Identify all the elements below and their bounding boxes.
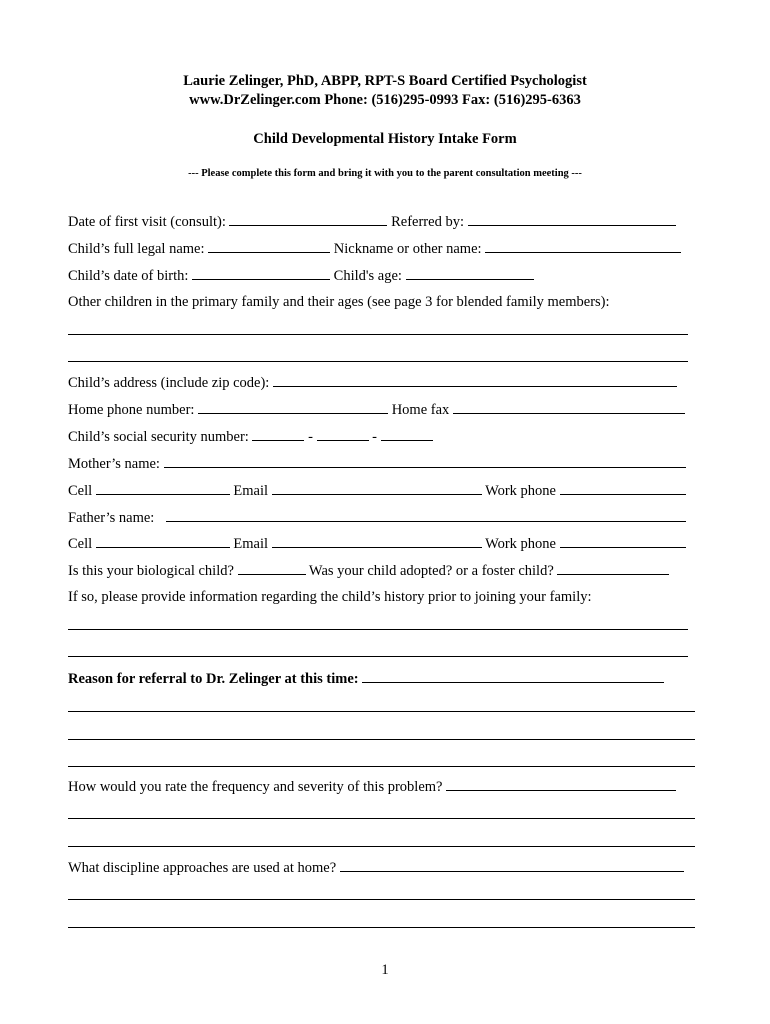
other-children-label: Other children in the primary family and their ages (see page 3 for blended family members): xyxy=(68,294,610,310)
mother-name-field[interactable] xyxy=(164,454,686,468)
reason-field-4[interactable] xyxy=(68,766,695,767)
age-label: Child's age: xyxy=(333,268,402,284)
row-rate xyxy=(68,777,676,796)
ssn-field-2[interactable] xyxy=(317,427,369,441)
history-field-2[interactable] xyxy=(68,656,688,657)
history-label: If so, please provide information regarding the child’s history prior to joining your family: xyxy=(68,589,592,605)
father-work-phone-field[interactable] xyxy=(560,534,686,548)
other-children-field-1[interactable] xyxy=(68,334,688,335)
discipline-field-3[interactable] xyxy=(68,927,695,928)
nickname-label: Nickname or other name: xyxy=(333,241,482,257)
first-visit-field[interactable] xyxy=(229,212,387,226)
biological-field[interactable] xyxy=(238,561,306,575)
dob-label: Child’s date of birth: xyxy=(68,268,189,284)
row-father-name xyxy=(68,508,686,527)
row-reason xyxy=(68,669,664,688)
father-work-phone-label: Work phone xyxy=(485,536,556,552)
header-contact-line: www.DrZelinger.com Phone: (516)295-0993 Fax: (516)295-6363 xyxy=(189,92,581,108)
reason-field-2[interactable] xyxy=(68,711,695,712)
row-home-phone xyxy=(68,400,685,419)
home-fax-field[interactable] xyxy=(453,400,685,414)
ssn-field-3[interactable] xyxy=(381,427,433,441)
page-number: 1 xyxy=(381,962,389,978)
ssn-label: Child’s social security number: xyxy=(68,429,249,445)
rate-field-2[interactable] xyxy=(68,818,695,819)
father-cell-label: Cell xyxy=(68,536,93,552)
legal-name-field[interactable] xyxy=(208,239,330,253)
row-mother-name xyxy=(68,454,686,473)
discipline-field[interactable] xyxy=(340,858,684,872)
first-visit-label: Date of first visit (consult): xyxy=(68,214,226,230)
form-title: Child Developmental History Intake Form xyxy=(253,131,517,147)
row-address xyxy=(68,373,677,392)
mother-cell-label: Cell xyxy=(68,483,93,499)
ssn-dash-2: - xyxy=(372,429,378,445)
ssn-dash-1: - xyxy=(308,429,313,445)
mother-work-phone-label: Work phone xyxy=(485,483,556,499)
father-name-field[interactable] xyxy=(166,508,686,522)
discipline-field-2[interactable] xyxy=(68,899,695,900)
reason-label: Reason for referral to Dr. Zelinger at this time: xyxy=(68,671,359,687)
biological-label: Is this your biological child? xyxy=(68,563,234,579)
row-father-contact xyxy=(68,534,686,553)
row-first-visit xyxy=(68,212,676,231)
history-field-1[interactable] xyxy=(68,629,688,630)
home-fax-label: Home fax xyxy=(391,402,450,418)
row-mother-contact xyxy=(68,481,686,500)
rate-field-3[interactable] xyxy=(68,846,695,847)
other-children-field-2[interactable] xyxy=(68,361,688,362)
father-name-label: Father’s name: xyxy=(68,510,155,526)
header-name-line: Laurie Zelinger, PhD, ABPP, RPT-S Board Certified Psychologist xyxy=(183,73,587,89)
row-biological xyxy=(68,561,669,580)
father-email-label: Email xyxy=(233,536,269,552)
adopted-label: Was your child adopted? or a foster child? xyxy=(308,563,554,579)
mother-name-label: Mother’s name: xyxy=(68,456,160,472)
nickname-field[interactable] xyxy=(485,239,681,253)
father-cell-field[interactable] xyxy=(96,534,230,548)
adopted-field[interactable] xyxy=(557,561,669,575)
row-legal-name xyxy=(68,239,681,258)
reason-field[interactable] xyxy=(362,669,664,683)
row-ssn xyxy=(68,427,433,446)
row-discipline xyxy=(68,858,684,877)
form-instruction: --- Please complete this form and bring it with you to the parent consultation meeting --- xyxy=(188,168,582,179)
address-field[interactable] xyxy=(273,373,677,387)
dob-field[interactable] xyxy=(192,266,330,280)
mother-work-phone-field[interactable] xyxy=(560,481,686,495)
age-field[interactable] xyxy=(406,266,534,280)
rate-label: How would you rate the frequency and severity of this problem? xyxy=(68,779,443,795)
reason-field-3[interactable] xyxy=(68,739,695,740)
referred-by-label: Referred by: xyxy=(391,214,464,230)
legal-name-label: Child’s full legal name: xyxy=(68,241,205,257)
mother-email-label: Email xyxy=(233,483,269,499)
mother-cell-field[interactable] xyxy=(96,481,230,495)
rate-field[interactable] xyxy=(446,777,676,791)
mother-email-field[interactable] xyxy=(272,481,482,495)
home-phone-field[interactable] xyxy=(198,400,388,414)
home-phone-label: Home phone number: xyxy=(68,402,195,418)
referred-by-field[interactable] xyxy=(468,212,676,226)
father-email-field[interactable] xyxy=(272,534,482,548)
ssn-field-1[interactable] xyxy=(252,427,304,441)
row-dob xyxy=(68,266,534,285)
discipline-label: What discipline approaches are used at home? xyxy=(68,860,337,876)
address-label: Child’s address (include zip code): xyxy=(68,375,270,391)
